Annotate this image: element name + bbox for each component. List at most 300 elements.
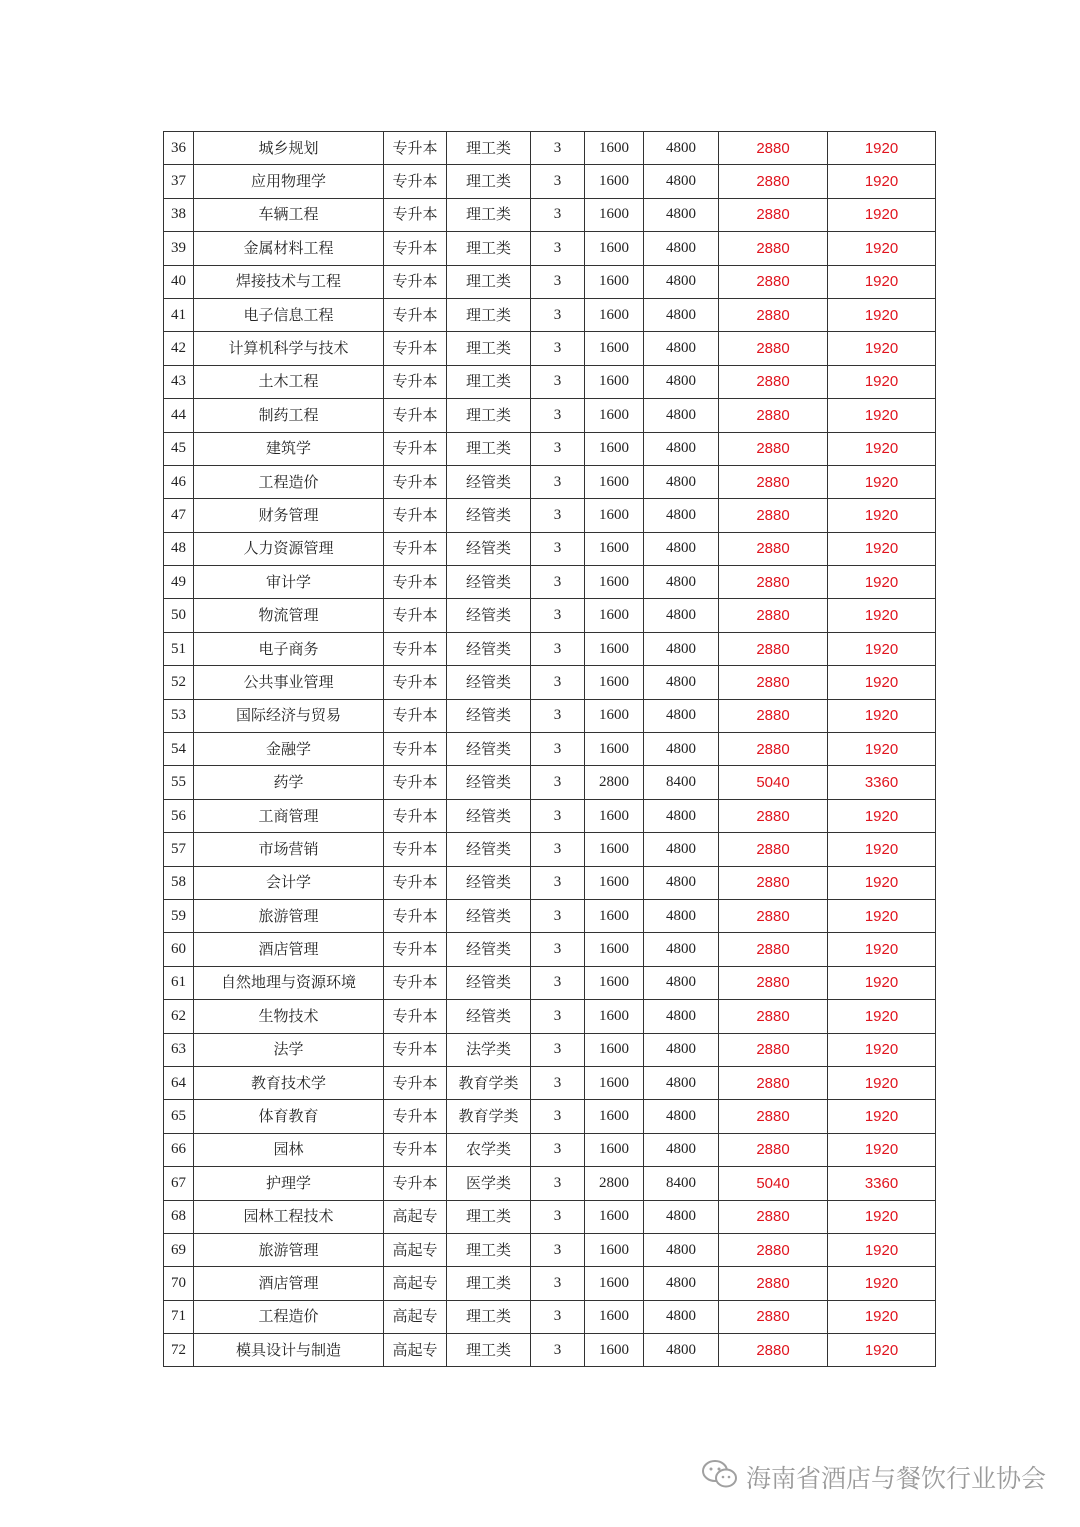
cell-row-index: 63 (164, 1033, 194, 1066)
cell-fee-per-year: 1600 (585, 1000, 644, 1033)
cell-duration: 3 (531, 966, 585, 999)
cell-level: 专升本 (384, 265, 447, 298)
cell-duration: 3 (531, 232, 585, 265)
cell-category: 教育学类 (447, 1100, 531, 1133)
cell-level: 专升本 (384, 1000, 447, 1033)
cell-fee-per-year: 1600 (585, 298, 644, 331)
cell-level: 专升本 (384, 365, 447, 398)
cell-fee-discount-b: 1920 (828, 1033, 936, 1066)
cell-fee-total: 4800 (644, 198, 719, 231)
table-row (164, 799, 936, 832)
cell-major-name: 旅游管理 (194, 899, 384, 932)
cell-category: 经管类 (447, 699, 531, 732)
cell-fee-discount-a: 2880 (719, 1100, 828, 1133)
cell-fee-per-year: 1600 (585, 365, 644, 398)
cell-row-index: 65 (164, 1100, 194, 1133)
cell-level: 专升本 (384, 699, 447, 732)
table-row (164, 566, 936, 599)
cell-fee-total: 4800 (644, 232, 719, 265)
cell-duration: 3 (531, 1167, 585, 1200)
cell-major-name: 园林 (194, 1133, 384, 1166)
cell-row-index: 58 (164, 866, 194, 899)
table-row (164, 866, 936, 899)
cell-level: 专升本 (384, 332, 447, 365)
table-row (164, 298, 936, 331)
cell-fee-discount-a: 2880 (719, 465, 828, 498)
cell-row-index: 48 (164, 532, 194, 565)
cell-duration: 3 (531, 332, 585, 365)
cell-fee-total: 4800 (644, 265, 719, 298)
cell-fee-total: 4800 (644, 499, 719, 532)
cell-major-name: 酒店管理 (194, 933, 384, 966)
cell-level: 专升本 (384, 566, 447, 599)
cell-row-index: 55 (164, 766, 194, 799)
cell-duration: 3 (531, 1267, 585, 1300)
cell-row-index: 36 (164, 132, 194, 165)
cell-major-name: 模具设计与制造 (194, 1334, 384, 1367)
cell-fee-discount-a: 2880 (719, 933, 828, 966)
cell-fee-discount-b: 1920 (828, 1066, 936, 1099)
table-row (164, 198, 936, 231)
cell-category: 经管类 (447, 899, 531, 932)
cell-fee-total: 4800 (644, 966, 719, 999)
cell-row-index: 44 (164, 399, 194, 432)
cell-duration: 3 (531, 599, 585, 632)
cell-fee-discount-a: 2880 (719, 499, 828, 532)
cell-category: 经管类 (447, 799, 531, 832)
cell-category: 医学类 (447, 1167, 531, 1200)
cell-category: 经管类 (447, 632, 531, 665)
cell-fee-discount-b: 1920 (828, 566, 936, 599)
cell-fee-total: 4800 (644, 632, 719, 665)
cell-fee-discount-b: 1920 (828, 933, 936, 966)
cell-duration: 3 (531, 1100, 585, 1133)
cell-major-name: 土木工程 (194, 365, 384, 398)
cell-category: 经管类 (447, 666, 531, 699)
cell-major-name: 城乡规划 (194, 132, 384, 165)
cell-fee-discount-b: 1920 (828, 232, 936, 265)
cell-fee-per-year: 1600 (585, 465, 644, 498)
cell-row-index: 43 (164, 365, 194, 398)
cell-major-name: 法学 (194, 1033, 384, 1066)
cell-category: 理工类 (447, 132, 531, 165)
cell-duration: 3 (531, 1300, 585, 1333)
table-row (164, 766, 936, 799)
cell-fee-total: 4800 (644, 132, 719, 165)
cell-row-index: 50 (164, 599, 194, 632)
cell-fee-discount-a: 2880 (719, 866, 828, 899)
cell-major-name: 工程造价 (194, 1300, 384, 1333)
cell-fee-discount-a: 2880 (719, 265, 828, 298)
cell-row-index: 37 (164, 165, 194, 198)
cell-row-index: 68 (164, 1200, 194, 1233)
cell-fee-per-year: 1600 (585, 198, 644, 231)
table-row (164, 499, 936, 532)
cell-fee-discount-b: 1920 (828, 699, 936, 732)
cell-category: 法学类 (447, 1033, 531, 1066)
cell-fee-total: 4800 (644, 465, 719, 498)
cell-fee-per-year: 1600 (585, 733, 644, 766)
cell-fee-total: 4800 (644, 1133, 719, 1166)
cell-major-name: 市场营销 (194, 833, 384, 866)
cell-duration: 3 (531, 933, 585, 966)
cell-major-name: 应用物理学 (194, 165, 384, 198)
fee-table-body (164, 132, 936, 1367)
cell-duration: 3 (531, 265, 585, 298)
cell-fee-discount-b: 1920 (828, 899, 936, 932)
cell-fee-per-year: 1600 (585, 1133, 644, 1166)
cell-fee-per-year: 1600 (585, 833, 644, 866)
cell-fee-discount-b: 1920 (828, 1334, 936, 1367)
table-row (164, 365, 936, 398)
watermark-text: 海南省酒店与餐饮行业协会 (745, 1464, 1046, 1493)
cell-level: 专升本 (384, 666, 447, 699)
cell-fee-total: 4800 (644, 599, 719, 632)
cell-fee-discount-b: 1920 (828, 799, 936, 832)
table-row (164, 1033, 936, 1066)
cell-row-index: 41 (164, 298, 194, 331)
cell-duration: 3 (531, 666, 585, 699)
cell-fee-per-year: 1600 (585, 399, 644, 432)
cell-category: 经管类 (447, 833, 531, 866)
cell-fee-per-year: 1600 (585, 265, 644, 298)
cell-category: 理工类 (447, 399, 531, 432)
cell-level: 高起专 (384, 1334, 447, 1367)
cell-category: 理工类 (447, 1200, 531, 1233)
cell-fee-total: 4800 (644, 1000, 719, 1033)
cell-fee-per-year: 2800 (585, 1167, 644, 1200)
cell-fee-total: 4800 (644, 733, 719, 766)
table-row (164, 966, 936, 999)
cell-category: 农学类 (447, 1133, 531, 1166)
cell-fee-per-year: 1600 (585, 232, 644, 265)
cell-level: 专升本 (384, 1167, 447, 1200)
cell-level: 专升本 (384, 298, 447, 331)
cell-fee-total: 4800 (644, 432, 719, 465)
cell-fee-discount-a: 2880 (719, 1133, 828, 1166)
cell-fee-per-year: 1600 (585, 599, 644, 632)
cell-duration: 3 (531, 399, 585, 432)
cell-level: 专升本 (384, 599, 447, 632)
cell-fee-total: 4800 (644, 332, 719, 365)
wechat-icon (700, 1458, 740, 1496)
table-row (164, 332, 936, 365)
cell-fee-discount-a: 2880 (719, 298, 828, 331)
cell-duration: 3 (531, 432, 585, 465)
table-row (164, 265, 936, 298)
cell-fee-total: 4800 (644, 165, 719, 198)
cell-fee-total: 4800 (644, 866, 719, 899)
cell-fee-total: 4800 (644, 532, 719, 565)
cell-fee-discount-a: 5040 (719, 766, 828, 799)
cell-fee-discount-a: 2880 (719, 966, 828, 999)
cell-fee-total: 4800 (644, 799, 719, 832)
table-row (164, 1233, 936, 1266)
cell-category: 教育学类 (447, 1066, 531, 1099)
cell-fee-discount-b: 1920 (828, 599, 936, 632)
cell-category: 经管类 (447, 465, 531, 498)
cell-level: 高起专 (384, 1200, 447, 1233)
cell-level: 专升本 (384, 1100, 447, 1133)
cell-category: 理工类 (447, 198, 531, 231)
cell-major-name: 会计学 (194, 866, 384, 899)
table-row (164, 666, 936, 699)
table-row (164, 1133, 936, 1166)
table-row (164, 1066, 936, 1099)
cell-level: 专升本 (384, 1066, 447, 1099)
cell-major-name: 人力资源管理 (194, 532, 384, 565)
cell-row-index: 49 (164, 566, 194, 599)
cell-fee-discount-b: 1920 (828, 1267, 936, 1300)
cell-fee-discount-b: 1920 (828, 1233, 936, 1266)
cell-fee-discount-a: 2880 (719, 1300, 828, 1333)
cell-fee-discount-b: 1920 (828, 298, 936, 331)
cell-level: 专升本 (384, 632, 447, 665)
cell-major-name: 酒店管理 (194, 1267, 384, 1300)
cell-row-index: 39 (164, 232, 194, 265)
table-row (164, 1200, 936, 1233)
cell-major-name: 旅游管理 (194, 1233, 384, 1266)
cell-fee-total: 4800 (644, 365, 719, 398)
table-row (164, 1267, 936, 1300)
cell-row-index: 47 (164, 499, 194, 532)
table-row (164, 465, 936, 498)
cell-fee-per-year: 1600 (585, 1066, 644, 1099)
cell-category: 经管类 (447, 599, 531, 632)
table-row (164, 432, 936, 465)
cell-major-name: 护理学 (194, 1167, 384, 1200)
cell-category: 理工类 (447, 1300, 531, 1333)
cell-fee-per-year: 1600 (585, 1300, 644, 1333)
cell-category: 经管类 (447, 499, 531, 532)
cell-duration: 3 (531, 766, 585, 799)
cell-fee-discount-b: 1920 (828, 966, 936, 999)
cell-duration: 3 (531, 198, 585, 231)
cell-fee-per-year: 1600 (585, 499, 644, 532)
cell-major-name: 物流管理 (194, 599, 384, 632)
cell-fee-total: 4800 (644, 1267, 719, 1300)
cell-duration: 3 (531, 1133, 585, 1166)
cell-major-name: 自然地理与资源环境 (194, 966, 384, 999)
cell-fee-per-year: 1600 (585, 866, 644, 899)
cell-fee-total: 4800 (644, 399, 719, 432)
cell-fee-total: 4800 (644, 1233, 719, 1266)
cell-fee-total: 8400 (644, 766, 719, 799)
cell-duration: 3 (531, 566, 585, 599)
table-row (164, 599, 936, 632)
cell-fee-discount-b: 1920 (828, 532, 936, 565)
cell-row-index: 66 (164, 1133, 194, 1166)
cell-fee-per-year: 1600 (585, 566, 644, 599)
table-row (164, 132, 936, 165)
cell-fee-total: 4800 (644, 1200, 719, 1233)
cell-fee-discount-b: 1920 (828, 1200, 936, 1233)
cell-row-index: 70 (164, 1267, 194, 1300)
cell-level: 专升本 (384, 966, 447, 999)
cell-fee-discount-a: 2880 (719, 566, 828, 599)
cell-duration: 3 (531, 132, 585, 165)
table-row (164, 733, 936, 766)
cell-fee-discount-a: 2880 (719, 899, 828, 932)
cell-fee-total: 4800 (644, 1066, 719, 1099)
cell-fee-per-year: 1600 (585, 632, 644, 665)
cell-fee-discount-b: 1920 (828, 1133, 936, 1166)
cell-category: 经管类 (447, 766, 531, 799)
cell-row-index: 56 (164, 799, 194, 832)
cell-fee-discount-a: 2880 (719, 165, 828, 198)
cell-duration: 3 (531, 1200, 585, 1233)
cell-duration: 3 (531, 866, 585, 899)
cell-category: 理工类 (447, 232, 531, 265)
cell-fee-total: 8400 (644, 1167, 719, 1200)
cell-fee-discount-a: 5040 (719, 1167, 828, 1200)
cell-major-name: 药学 (194, 766, 384, 799)
cell-fee-discount-a: 2880 (719, 232, 828, 265)
cell-fee-per-year: 1600 (585, 132, 644, 165)
cell-fee-discount-a: 2880 (719, 799, 828, 832)
cell-category: 经管类 (447, 566, 531, 599)
cell-level: 高起专 (384, 1233, 447, 1266)
cell-major-name: 焊接技术与工程 (194, 265, 384, 298)
cell-fee-discount-b: 1920 (828, 265, 936, 298)
cell-fee-discount-b: 1920 (828, 465, 936, 498)
cell-major-name: 电子商务 (194, 632, 384, 665)
cell-duration: 3 (531, 298, 585, 331)
cell-duration: 3 (531, 899, 585, 932)
cell-category: 理工类 (447, 1267, 531, 1300)
cell-row-index: 45 (164, 432, 194, 465)
cell-major-name: 金融学 (194, 733, 384, 766)
cell-level: 专升本 (384, 132, 447, 165)
cell-fee-total: 4800 (644, 933, 719, 966)
cell-fee-total: 4800 (644, 699, 719, 732)
cell-fee-discount-a: 2880 (719, 1334, 828, 1367)
cell-row-index: 57 (164, 833, 194, 866)
cell-level: 专升本 (384, 833, 447, 866)
cell-category: 经管类 (447, 532, 531, 565)
cell-fee-per-year: 1600 (585, 1033, 644, 1066)
cell-fee-discount-b: 1920 (828, 499, 936, 532)
cell-major-name: 建筑学 (194, 432, 384, 465)
cell-fee-discount-b: 1920 (828, 632, 936, 665)
cell-fee-discount-a: 2880 (719, 332, 828, 365)
table-row (164, 833, 936, 866)
cell-fee-discount-b: 1920 (828, 733, 936, 766)
cell-row-index: 53 (164, 699, 194, 732)
cell-fee-per-year: 1600 (585, 666, 644, 699)
cell-duration: 3 (531, 733, 585, 766)
cell-row-index: 72 (164, 1334, 194, 1367)
cell-fee-discount-b: 1920 (828, 1100, 936, 1133)
cell-fee-discount-b: 1920 (828, 165, 936, 198)
cell-fee-per-year: 1600 (585, 1267, 644, 1300)
cell-level: 专升本 (384, 1033, 447, 1066)
cell-category: 理工类 (447, 298, 531, 331)
cell-fee-per-year: 1600 (585, 933, 644, 966)
cell-duration: 3 (531, 833, 585, 866)
cell-level: 专升本 (384, 933, 447, 966)
cell-level: 高起专 (384, 1267, 447, 1300)
cell-duration: 3 (531, 799, 585, 832)
cell-fee-discount-a: 2880 (719, 699, 828, 732)
cell-category: 经管类 (447, 1000, 531, 1033)
cell-fee-discount-b: 1920 (828, 833, 936, 866)
cell-level: 专升本 (384, 232, 447, 265)
cell-row-index: 52 (164, 666, 194, 699)
cell-category: 理工类 (447, 1334, 531, 1367)
table-row (164, 1334, 936, 1367)
cell-fee-discount-b: 3360 (828, 1167, 936, 1200)
cell-row-index: 67 (164, 1167, 194, 1200)
cell-fee-discount-b: 1920 (828, 866, 936, 899)
cell-fee-per-year: 1600 (585, 799, 644, 832)
cell-row-index: 54 (164, 733, 194, 766)
cell-fee-discount-a: 2880 (719, 1233, 828, 1266)
cell-fee-total: 4800 (644, 1100, 719, 1133)
table-row (164, 1300, 936, 1333)
cell-fee-discount-a: 2880 (719, 632, 828, 665)
cell-duration: 3 (531, 165, 585, 198)
cell-level: 专升本 (384, 465, 447, 498)
cell-fee-discount-a: 2880 (719, 1200, 828, 1233)
cell-major-name: 车辆工程 (194, 198, 384, 231)
cell-fee-per-year: 1600 (585, 1233, 644, 1266)
cell-major-name: 国际经济与贸易 (194, 699, 384, 732)
cell-duration: 3 (531, 499, 585, 532)
cell-fee-discount-a: 2880 (719, 532, 828, 565)
cell-duration: 3 (531, 365, 585, 398)
cell-major-name: 生物技术 (194, 1000, 384, 1033)
cell-fee-per-year: 1600 (585, 432, 644, 465)
cell-level: 专升本 (384, 799, 447, 832)
cell-row-index: 40 (164, 265, 194, 298)
cell-row-index: 38 (164, 198, 194, 231)
cell-row-index: 62 (164, 1000, 194, 1033)
cell-category: 理工类 (447, 432, 531, 465)
cell-category: 理工类 (447, 1233, 531, 1266)
cell-duration: 3 (531, 632, 585, 665)
cell-fee-total: 4800 (644, 833, 719, 866)
cell-level: 专升本 (384, 866, 447, 899)
watermark (700, 1458, 1046, 1496)
cell-category: 经管类 (447, 966, 531, 999)
cell-fee-discount-a: 2880 (719, 733, 828, 766)
cell-fee-discount-a: 2880 (719, 1000, 828, 1033)
cell-fee-discount-b: 1920 (828, 332, 936, 365)
table-row (164, 399, 936, 432)
cell-row-index: 64 (164, 1066, 194, 1099)
table-row (164, 699, 936, 732)
cell-level: 专升本 (384, 899, 447, 932)
cell-fee-total: 4800 (644, 566, 719, 599)
cell-fee-per-year: 1600 (585, 699, 644, 732)
cell-fee-per-year: 1600 (585, 1334, 644, 1367)
cell-level: 专升本 (384, 399, 447, 432)
cell-row-index: 61 (164, 966, 194, 999)
cell-level: 专升本 (384, 499, 447, 532)
cell-major-name: 计算机科学与技术 (194, 332, 384, 365)
cell-duration: 3 (531, 1334, 585, 1367)
cell-fee-discount-b: 1920 (828, 365, 936, 398)
cell-row-index: 71 (164, 1300, 194, 1333)
cell-duration: 3 (531, 1066, 585, 1099)
cell-category: 理工类 (447, 165, 531, 198)
cell-level: 专升本 (384, 198, 447, 231)
cell-fee-discount-a: 2880 (719, 432, 828, 465)
cell-fee-discount-b: 1920 (828, 666, 936, 699)
cell-row-index: 60 (164, 933, 194, 966)
cell-major-name: 电子信息工程 (194, 298, 384, 331)
